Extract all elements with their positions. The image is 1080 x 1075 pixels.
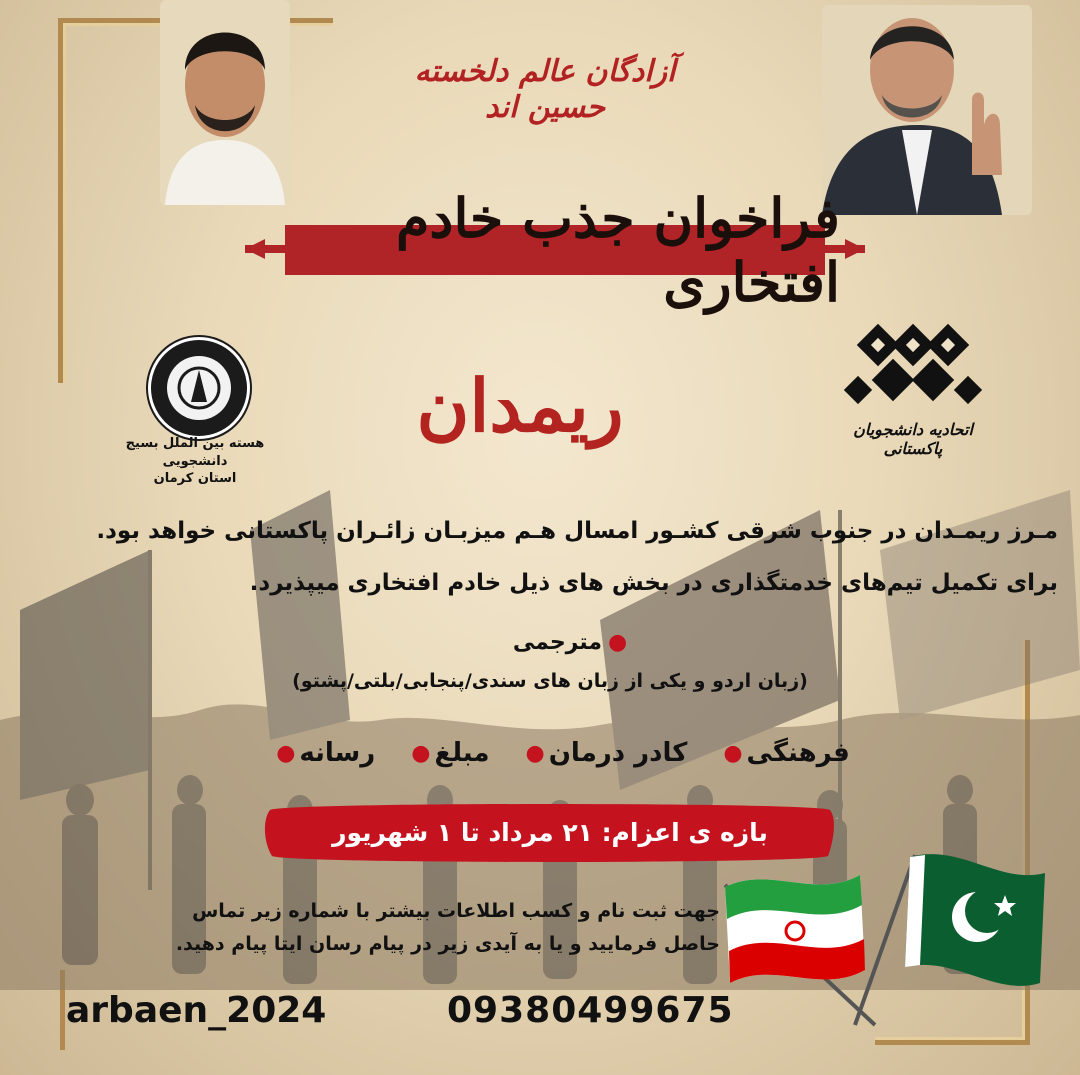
slogan-calligraphy: آزادگان عالم دلخسته حسین اند — [414, 54, 676, 125]
portrait-martyr — [160, 0, 290, 205]
pakistani-students-logo — [843, 320, 983, 420]
bullet-dot-icon: ● — [607, 630, 628, 655]
bullet-dot-icon: ● — [276, 740, 296, 766]
bullet-dot-icon: ● — [723, 740, 743, 766]
contact-line-2: حاصل فرمایید و یا به آیدی زیر در پیام رسان ایتا پیام دهید. — [175, 933, 720, 956]
role-category — [270, 738, 375, 768]
role-translator — [470, 630, 670, 655]
headline-title: فراخوان جذب خادم افتخاری — [395, 186, 840, 314]
role-category-label: فرهنگی — [746, 738, 850, 768]
role-categories — [210, 738, 910, 768]
iran-flag-icon — [725, 875, 865, 983]
role-category-label: رسانه — [299, 738, 376, 768]
role-category-label: مبلغ — [434, 738, 490, 768]
flags-iran-pakistan — [715, 845, 1055, 1030]
body-line-1: مـرز ریمـدان در جنوب شرقی کشـور امسال هـم میزبـان زائـران پاکستانی خواهد بود. — [96, 518, 1058, 544]
contact-line-1: جهت ثبت نام و کسب اطلاعات بیشتر با شماره زیر تماس — [192, 900, 720, 922]
contact-instructions — [130, 895, 720, 962]
phone-number: 09380499675 — [447, 990, 734, 1031]
body-line-2: برای تکمیل تیم‌های خدمتگذاری در بخش های ذیل خادم افتخاری میپذیرد. — [249, 570, 1058, 596]
student-basij-caption — [95, 435, 295, 488]
translator-languages: (زبان اردو و یکی از زبان های سندی/پنجابی/بلتی/پشتو) — [292, 670, 808, 692]
student-basij-logo — [148, 337, 250, 439]
role-category — [405, 738, 489, 768]
logo-left-caption-line1: هسته بین الملل بسیج دانشجویی — [125, 436, 265, 469]
bullet-dot-icon: ● — [411, 740, 431, 766]
role-category-label: کادر درمان — [548, 738, 688, 768]
pakistani-students-caption: اتحادیه دانشجویان پاکستانی — [853, 420, 973, 458]
role-category — [717, 738, 849, 768]
bullet-dot-icon: ● — [525, 740, 545, 766]
city-name: ریمدان — [416, 362, 624, 448]
eitaa-handle: arbaen_2024 — [66, 990, 327, 1031]
pakistan-flag-icon — [905, 854, 1045, 986]
role-category — [520, 738, 688, 768]
logo-left-caption-line2: استان کرمان — [153, 471, 237, 487]
role-translator-label: مترجمی — [512, 630, 602, 655]
portrait-official — [822, 5, 1032, 215]
deadline-text: بازه ی اعزام: ۲۱ مرداد تا ۱ شهریور — [332, 817, 768, 847]
